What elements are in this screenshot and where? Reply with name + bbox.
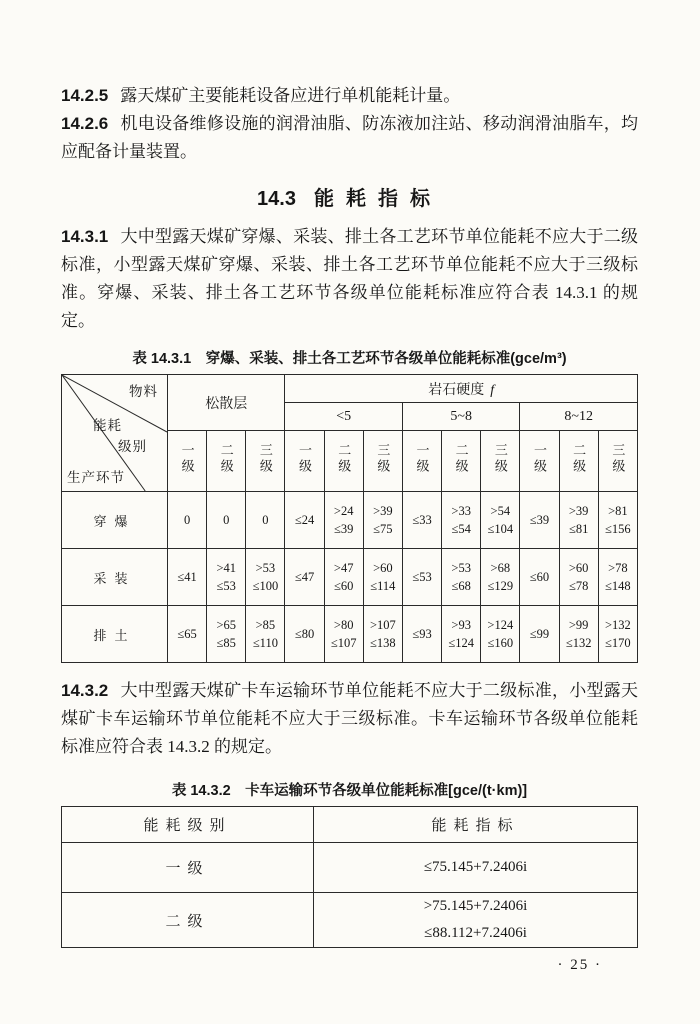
- grade-header-cell: [324, 431, 363, 492]
- energy-value-cell: [168, 549, 207, 606]
- truck-header-grade: 能耗级别: [62, 807, 314, 843]
- energy-value: 0: [183, 513, 191, 527]
- grade-header-cell: [285, 431, 324, 492]
- section-number: 14.3: [257, 188, 296, 210]
- energy-value: ≤53: [412, 570, 432, 584]
- energy-value: ≤107: [330, 636, 357, 650]
- energy-value-cell: [402, 549, 441, 606]
- energy-value-cell: [207, 606, 246, 663]
- energy-value: 0: [262, 513, 269, 527]
- energy-value: ≤110: [252, 636, 278, 650]
- grade-header-cell: [402, 431, 441, 492]
- process-table-row: [62, 606, 638, 663]
- rock-hardness-label: 岩石硬度: [428, 382, 485, 398]
- clause-14-3-1: [61, 223, 638, 335]
- energy-value: ≤124: [448, 636, 474, 650]
- energy-value: ≤78: [568, 579, 589, 593]
- process-table-body: [62, 492, 638, 663]
- energy-value-cell: [363, 492, 402, 549]
- clause-14-2-5: [61, 82, 638, 110]
- clause-text: 大中型露天煤矿穿爆、采装、排土各工艺环节单位能耗不应大于二级标准，小型露天煤矿穿爆、采装、排土各工艺环节单位能耗不应大于三级标准。穿爆、采装、排土各工艺环节各级单位能耗标准应符合表 14.3.1 的规定。: [61, 227, 638, 330]
- clause-text: 大中型露天煤矿卡车运输环节单位能耗不应大于二级标准，小型露天煤矿卡车运输环节单位能耗不应大于三级标准。卡车运输环节各级单位能耗标准应符合表 14.3.2 的规定。: [61, 681, 638, 756]
- energy-value: >60: [373, 561, 393, 575]
- hardness-range-lt5: <5: [285, 403, 402, 431]
- grade-name-cell: 二级: [62, 893, 314, 948]
- energy-value-cell: [402, 606, 441, 663]
- process-table-row: [62, 549, 638, 606]
- process-name-cell: 排土: [62, 606, 168, 663]
- clause-number: 14.3.1: [61, 227, 109, 246]
- grade-label: 一级: [414, 442, 430, 475]
- energy-value: >54: [490, 504, 511, 518]
- energy-value: ≤24: [294, 513, 315, 527]
- energy-value-cell: [481, 492, 520, 549]
- energy-value: ≤47: [294, 570, 315, 584]
- energy-value-cell: [285, 549, 324, 606]
- energy-value-cell: [285, 492, 324, 549]
- energy-value: ≤53: [216, 579, 236, 593]
- energy-value-cell: [442, 549, 481, 606]
- energy-value: ≤65: [177, 627, 197, 641]
- truck-value: ≤88.112+7.2406i: [424, 925, 527, 941]
- energy-value: >47: [333, 561, 354, 575]
- energy-value: >53: [255, 561, 276, 575]
- truck-value: >75.145+7.2406i: [423, 898, 528, 914]
- corner-label-materials: 物料: [129, 384, 158, 399]
- energy-value-cell: [168, 606, 207, 663]
- grade-header-cell: [246, 431, 285, 492]
- clause-text: 机电设备维修设施的润滑油脂、防冻液加注站、移动润滑油脂车，均应配备计量装置。: [61, 114, 638, 161]
- col-group-loose-layer: 松散层: [168, 375, 285, 431]
- energy-value: ≤41: [177, 570, 197, 584]
- grade-label: 二级: [571, 442, 587, 475]
- energy-value: >33: [451, 504, 471, 518]
- grade-label: 三级: [492, 442, 508, 475]
- table1-caption: 表 14.3.1 穿爆、采装、排土各工艺环节各级单位能耗标准(gce/m³): [132, 351, 567, 367]
- clause-number: 14.3.2: [61, 681, 109, 700]
- energy-value-cell: [598, 549, 637, 606]
- grade-label: 三级: [610, 442, 626, 475]
- energy-value: ≤114: [370, 579, 396, 593]
- energy-value-cell: [363, 549, 402, 606]
- truck-header-row: [62, 807, 638, 843]
- energy-value: >68: [490, 561, 511, 575]
- energy-value: ≤93: [412, 627, 432, 641]
- energy-value: ≤39: [334, 522, 354, 536]
- process-table-row: [62, 492, 638, 549]
- energy-value: ≤85: [216, 636, 236, 650]
- energy-value: >107: [369, 618, 396, 632]
- truck-value: ≤75.145+7.2406i: [423, 859, 528, 875]
- process-table-head: [62, 375, 638, 492]
- energy-value-cell: [363, 606, 402, 663]
- energy-value: >65: [216, 618, 237, 632]
- process-name-cell: 穿爆: [62, 492, 168, 549]
- table2-caption: 表 14.3.2 卡车运输环节各级单位能耗标准[gce/(t·km)]: [171, 783, 528, 799]
- grade-label: 三级: [375, 442, 391, 475]
- grade-header-cell: [559, 431, 598, 492]
- grade-name-cell: 一级: [62, 843, 314, 893]
- truck-table-row: [62, 893, 638, 948]
- corner-label-process: 生产环节: [67, 470, 125, 485]
- energy-value-cell: [324, 606, 363, 663]
- energy-value: ≤138: [370, 636, 396, 650]
- energy-value-cell: [207, 549, 246, 606]
- truck-table-row: [62, 843, 638, 893]
- energy-value-cell: [324, 549, 363, 606]
- energy-value-cell: [246, 492, 285, 549]
- energy-value: ≤60: [334, 579, 354, 593]
- energy-value-cell: [402, 492, 441, 549]
- energy-value: ≤33: [412, 513, 432, 527]
- clause-text: 露天煤矿主要能耗设备应进行单机能耗计量。: [120, 86, 461, 105]
- energy-value-cell: [168, 492, 207, 549]
- energy-value-cell: [559, 549, 598, 606]
- clause-number: 14.2.5: [61, 86, 109, 105]
- grade-header-cell: [168, 431, 207, 492]
- energy-value: >41: [216, 561, 237, 575]
- truck-value-cell: [314, 893, 638, 948]
- clause-14-2-6: [61, 110, 638, 166]
- truck-table-head: [62, 807, 638, 843]
- grade-header-cell: [207, 431, 246, 492]
- energy-value: 0: [223, 513, 230, 527]
- grade-label: 二级: [453, 442, 469, 475]
- energy-value: >39: [568, 504, 589, 518]
- energy-value: >85: [255, 618, 276, 632]
- energy-value: ≤80: [294, 627, 315, 641]
- grade-header-cell: [520, 431, 559, 492]
- energy-value-cell: [520, 549, 559, 606]
- grade-header-cell: [481, 431, 520, 492]
- energy-value: ≤75: [373, 522, 393, 536]
- grade-label: 二级: [336, 442, 352, 475]
- corner-label-energy: 能耗: [93, 418, 122, 433]
- energy-value: ≤132: [565, 636, 592, 650]
- truck-header-index: 能耗指标: [314, 807, 638, 843]
- grade-label: 一级: [179, 442, 195, 475]
- truck-value-cell: [314, 843, 638, 893]
- truck-table-body: [62, 843, 638, 948]
- energy-value: ≤39: [529, 513, 550, 527]
- table-corner-cell: [62, 375, 168, 492]
- grade-label: 一级: [297, 442, 313, 475]
- energy-value-cell: [520, 606, 559, 663]
- grade-header-cell: [363, 431, 402, 492]
- energy-value: ≤100: [252, 579, 279, 593]
- energy-value: ≤99: [529, 627, 550, 641]
- energy-value: ≤81: [568, 522, 589, 536]
- corner-label-grade: 级别: [118, 439, 147, 454]
- energy-value: ≤129: [487, 579, 514, 593]
- section-heading: [61, 182, 638, 211]
- energy-value-cell: [598, 492, 637, 549]
- grade-header-cell: [442, 431, 481, 492]
- energy-value-cell: [246, 606, 285, 663]
- energy-value: >80: [333, 618, 354, 632]
- energy-value: ≤170: [605, 636, 631, 650]
- hardness-symbol: f: [490, 382, 495, 398]
- energy-value: >132: [604, 618, 631, 632]
- energy-value: >93: [451, 618, 471, 632]
- page-number: · 25 ·: [557, 957, 602, 973]
- process-energy-table: [61, 374, 638, 663]
- energy-value: ≤60: [529, 570, 550, 584]
- energy-value: >53: [451, 561, 471, 575]
- energy-value-cell: [207, 492, 246, 549]
- energy-value: ≤68: [451, 579, 471, 593]
- energy-value-cell: [481, 606, 520, 663]
- energy-value: >60: [568, 561, 589, 575]
- energy-value: >81: [608, 504, 628, 518]
- hardness-range-8-12: 8~12: [520, 403, 638, 431]
- clause-14-3-2: [61, 677, 638, 761]
- grade-label: 二级: [218, 442, 234, 475]
- energy-value: >24: [333, 504, 354, 518]
- energy-value: ≤156: [605, 522, 631, 536]
- page-content: [61, 82, 638, 948]
- energy-value-cell: [442, 606, 481, 663]
- energy-value-cell: [598, 606, 637, 663]
- energy-value-cell: [246, 549, 285, 606]
- energy-value: >99: [568, 618, 589, 632]
- hardness-range-5-8: 5~8: [402, 403, 519, 431]
- grade-header-cell: [598, 431, 637, 492]
- energy-value-cell: [559, 606, 598, 663]
- energy-value-cell: [559, 492, 598, 549]
- col-group-rock-hardness: [285, 375, 638, 403]
- grade-label: 一级: [531, 442, 547, 475]
- energy-value: ≤148: [605, 579, 631, 593]
- energy-value: ≤104: [487, 522, 514, 536]
- truck-energy-table: [61, 806, 638, 948]
- energy-value-cell: [285, 606, 324, 663]
- energy-value-cell: [442, 492, 481, 549]
- header-row-1: [62, 375, 638, 403]
- energy-value-cell: [520, 492, 559, 549]
- energy-value: ≤54: [451, 522, 471, 536]
- energy-value: >39: [373, 504, 393, 518]
- energy-value: ≤160: [487, 636, 514, 650]
- section-title: 能耗指标: [313, 188, 442, 210]
- energy-value-cell: [324, 492, 363, 549]
- energy-value: >78: [608, 561, 628, 575]
- process-name-cell: 采装: [62, 549, 168, 606]
- grade-label: 三级: [257, 442, 273, 475]
- energy-value-cell: [481, 549, 520, 606]
- clause-number: 14.2.6: [61, 114, 109, 133]
- energy-value: >124: [487, 618, 514, 632]
